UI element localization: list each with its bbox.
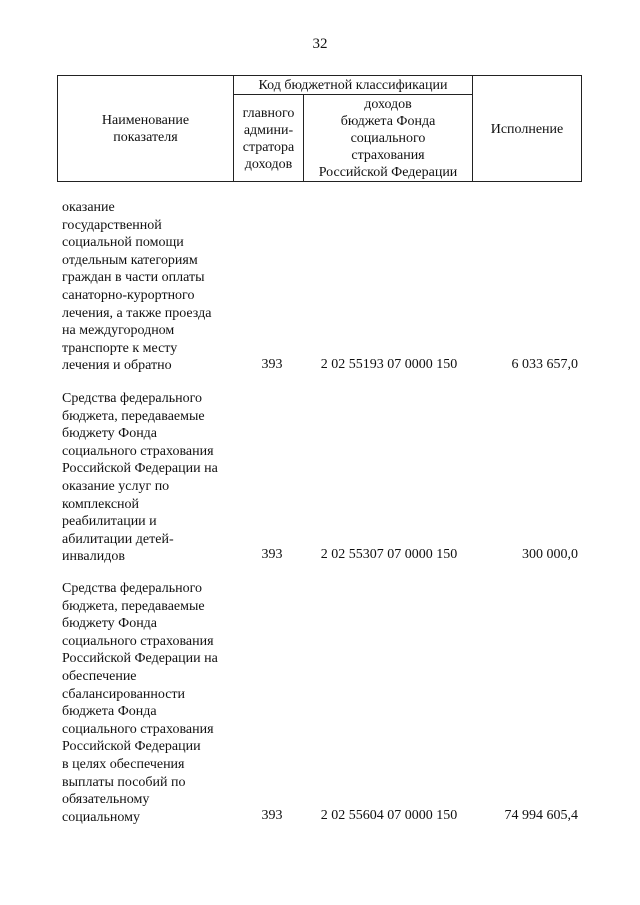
row-admin-code: 393: [261, 808, 283, 823]
row-revenue-code: 2 02 55193 07 0000 150: [320, 357, 458, 372]
row-admin-code: 393: [261, 547, 283, 562]
header-revenue-cell: доходов бюджета Фонда социального страхования Российской Федерации: [318, 97, 458, 180]
row-revenue-code: 2 02 55604 07 0000 150: [320, 808, 458, 823]
header-budget-code-group: Код бюджетной классификации: [258, 77, 448, 93]
page-number: 32: [312, 36, 328, 52]
header-admin-cell: главного админи- стратора доходов: [242, 105, 295, 172]
row-admin-code: 393: [261, 357, 283, 372]
header-name-cell: Наименование показателя: [101, 113, 190, 145]
row-indicator-name: Средства федерального бюджета, передаваемые бюджету Фонда социального страхования Российской Федерации на обеспечение сбалансированности бюджета Фонда социального страхования Российской Федерации в целях обеспечения выплаты пособий по обязательному социальному: [62, 581, 218, 825]
row-amount: 74 994 605,4: [504, 808, 578, 823]
row-amount: 300 000,0: [522, 547, 578, 562]
header-execution-cell: Исполнение: [490, 121, 564, 137]
row-revenue-code: 2 02 55307 07 0000 150: [320, 547, 458, 562]
row-amount: 6 033 657,0: [511, 357, 578, 372]
table-header: [57, 75, 582, 182]
row-indicator-name: Средства федерального бюджета, передаваемые бюджету Фонда социального страхования Российской Федерации на оказание услуг по комплексной реабилитации и абилитации детей- инвалидов: [62, 391, 218, 565]
row-indicator-name: оказание государственной социальной помощи отдельным категориям граждан в части оплаты санаторно-курортного лечения, а также проезда на междугородном транспорте к месту лечения и обратно: [62, 200, 212, 374]
